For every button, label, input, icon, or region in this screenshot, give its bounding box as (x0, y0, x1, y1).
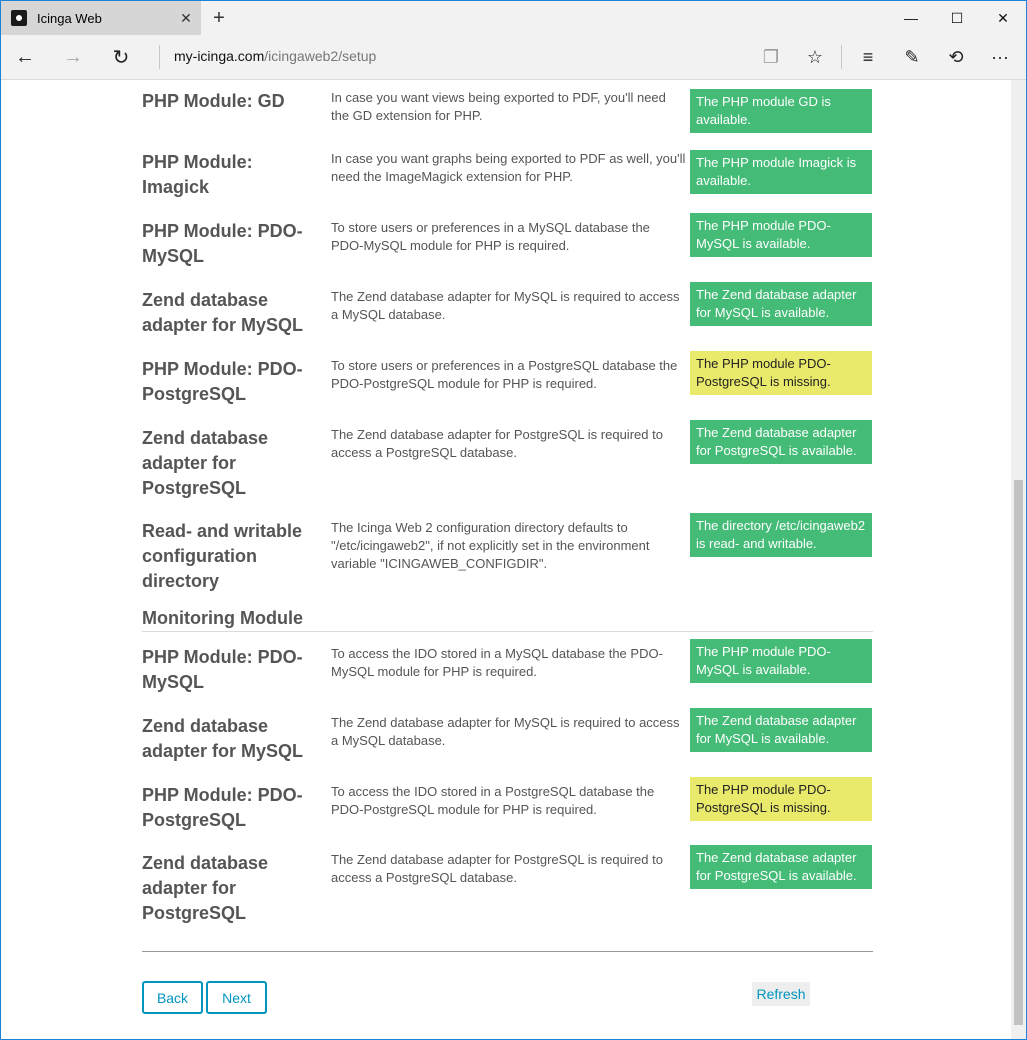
requirement-title: PHP Module: Imagick (142, 152, 253, 197)
requirement-state: The PHP module PDO-MySQL is available. (690, 213, 872, 257)
requirement-description: To access the IDO stored in a MySQL database the PDO-MySQL module for PHP is required. (331, 646, 663, 679)
title-bar (1, 1, 1026, 35)
back-button[interactable]: Back (142, 981, 203, 1014)
requirement-title: PHP Module: GD (142, 91, 285, 111)
new-tab-button[interactable]: + (213, 7, 225, 29)
requirement-title: PHP Module: PDO-MySQL (142, 221, 303, 266)
refresh-button[interactable]: Refresh (752, 982, 810, 1006)
requirement-description: In case you want graphs being exported to PDF as well, you'll need the ImageMagick extension for PHP. (331, 151, 686, 184)
requirement-state: The Zend database adapter for MySQL is available. (690, 282, 872, 326)
requirement-state: The Zend database adapter for MySQL is available. (690, 708, 872, 752)
share-icon[interactable]: ⟲ (948, 46, 964, 67)
requirement-description: The Zend database adapter for MySQL is required to access a MySQL database. (331, 289, 680, 322)
icinga-favicon-icon (11, 10, 27, 26)
more-icon[interactable]: ··· (991, 46, 1009, 67)
toolbar-icons (749, 35, 1022, 79)
requirement-description: In case you want views being exported to PDF, you'll need the GD extension for PHP. (331, 90, 666, 123)
requirement-title: Zend database adapter for PostgreSQL (142, 428, 269, 498)
requirement-description: To store users or preferences in a PostgreSQL database the PDO-PostgreSQL module for PHP is required. (331, 358, 678, 391)
hub-icon[interactable]: ≡ (862, 46, 874, 67)
requirement-description: The Zend database adapter for PostgreSQL is required to access a PostgreSQL database. (331, 852, 663, 885)
window-controls (888, 1, 1026, 35)
forward-arrow-icon[interactable]: → (63, 45, 83, 68)
requirement-description: The Icinga Web 2 configuration directory defaults to "/etc/icingaweb2", if not explicitly set in the environment variable "ICINGAWEB_CONFIGDIR". (331, 520, 650, 571)
requirement-title: PHP Module: PDO-PostgreSQL (142, 359, 303, 404)
requirement-state: The PHP module GD is available. (690, 89, 872, 133)
requirement-state: The directory /etc/icingaweb2 is read- and writable. (690, 513, 872, 557)
requirement-title: Zend database adapter for PostgreSQL (142, 853, 269, 923)
requirement-description: To access the IDO stored in a PostgreSQL database the PDO-PostgreSQL module for PHP is required. (331, 784, 655, 817)
address-bar[interactable] (174, 48, 376, 64)
address-toolbar (1, 35, 1026, 80)
toolbar-divider (841, 45, 842, 69)
reading-view-icon[interactable]: ❐ (762, 46, 780, 67)
url-path: /icingaweb2/setup (264, 48, 377, 64)
tab-title: Icinga Web (37, 10, 102, 26)
url-host: my-icinga.com (174, 48, 265, 64)
maximize-button[interactable]: ☐ (950, 9, 964, 26)
tab-close-icon[interactable]: ✕ (180, 9, 192, 26)
browser-tab[interactable] (1, 1, 201, 35)
requirement-description: To store users or preferences in a MySQL database the PDO-MySQL module for PHP is required. (331, 220, 650, 253)
requirement-state: The PHP module PDO-MySQL is available. (690, 639, 872, 683)
scrollbar-thumb[interactable] (1014, 480, 1023, 1025)
requirement-state: The PHP module PDO-PostgreSQL is missing. (690, 351, 872, 395)
favorite-star-icon[interactable]: ☆ (806, 46, 824, 67)
close-window-button[interactable]: ✕ (997, 9, 1009, 26)
requirement-description: The Zend database adapter for MySQL is required to access a MySQL database. (331, 715, 680, 748)
vertical-scrollbar[interactable] (1011, 80, 1026, 1039)
monitoring-module-heading: Monitoring Module (142, 608, 873, 632)
requirement-title: PHP Module: PDO-MySQL (142, 647, 303, 692)
refresh-icon[interactable]: ↻ (112, 46, 130, 69)
requirement-description: The Zend database adapter for PostgreSQL is required to access a PostgreSQL database. (331, 427, 663, 460)
footer-divider (142, 951, 873, 952)
requirement-title: PHP Module: PDO-PostgreSQL (142, 785, 303, 830)
web-note-icon[interactable]: ✎ (904, 46, 920, 67)
requirement-title: Read- and writable configuration directory (142, 521, 303, 591)
page-content (1, 80, 1011, 1039)
back-arrow-icon[interactable]: ← (15, 45, 35, 68)
requirement-title: Zend database adapter for MySQL (142, 716, 304, 761)
address-divider (159, 45, 160, 69)
requirement-state: The PHP module Imagick is available. (690, 150, 872, 194)
next-button[interactable]: Next (206, 981, 267, 1014)
minimize-button[interactable]: — (904, 10, 918, 26)
requirement-state: The Zend database adapter for PostgreSQL is available. (690, 420, 872, 464)
requirement-title: Zend database adapter for MySQL (142, 290, 304, 335)
requirement-state: The Zend database adapter for PostgreSQL is available. (690, 845, 872, 889)
requirement-state: The PHP module PDO-PostgreSQL is missing. (690, 777, 872, 821)
